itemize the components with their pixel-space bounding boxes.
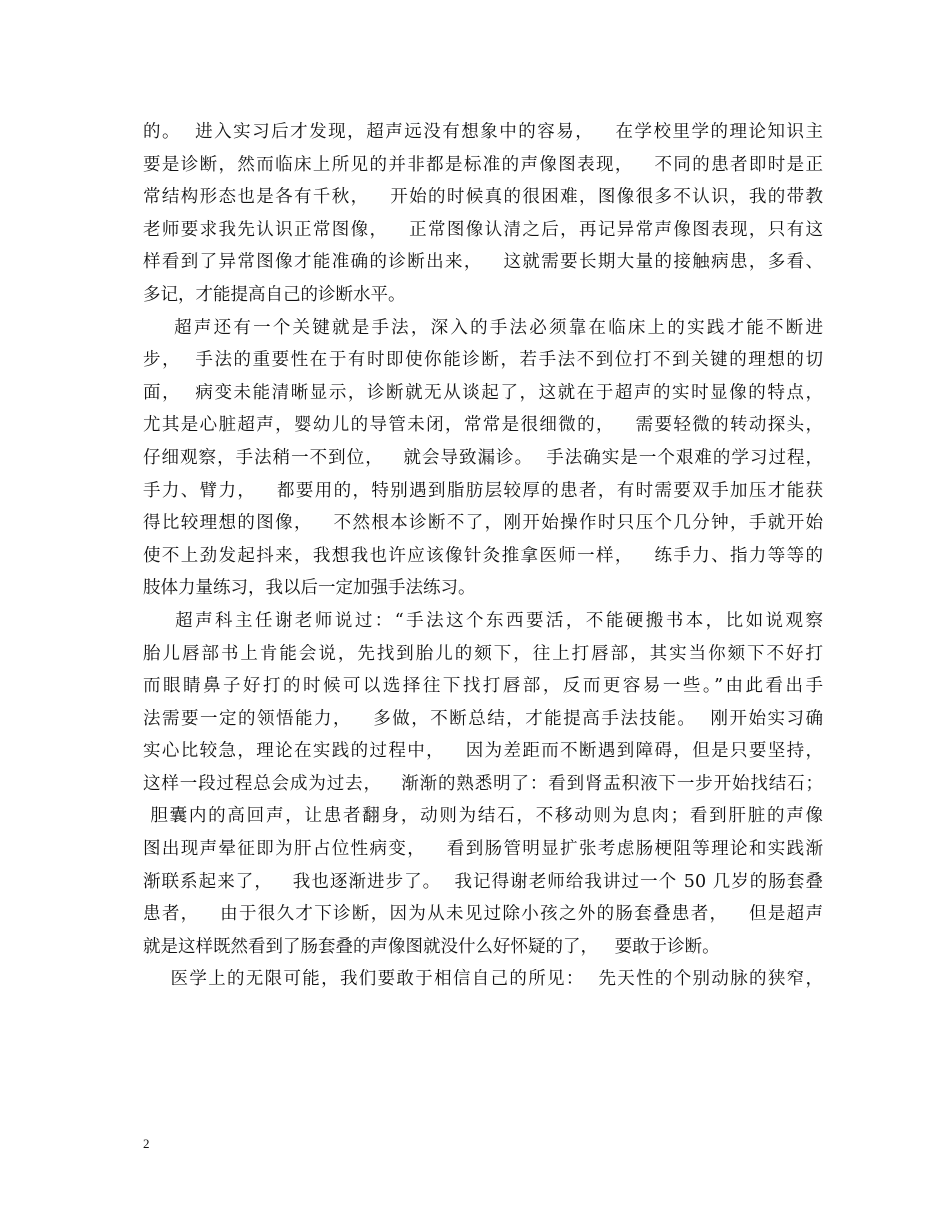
page-number: 2 xyxy=(143,1136,150,1151)
text-line: 实心比较急，理论在实践的过程中， 因为差距而不断遇到障碍，但是只要坚持， xyxy=(143,741,823,762)
text-line: 要是诊断，然而临床上所见的并非都是标准的声像图表现， 不同的患者即时是正 xyxy=(143,154,823,175)
text-line: 使不上劲发起抖来，我想我也许应该像针灸推拿医师一样， 练手力、指力等等的 xyxy=(143,545,823,566)
text-line: 渐联系起来了， 我也逐渐进步了。 我记得谢老师给我讲过一个 50 几岁的肠套叠 xyxy=(143,871,823,892)
text-line: 法需要一定的领悟能力， 多做，不断总结，才能提高手法技能。 刚开始实习确 xyxy=(143,708,823,729)
text-line: 仔细观察，手法稍一不到位， 就会导致漏诊。 手法确实是一个艰难的学习过程， xyxy=(143,447,823,468)
text-line: 步， 手法的重要性在于有时即使你能诊断，若手法不到位打不到关键的理想的切 xyxy=(143,350,823,371)
text-line: 超声还有一个关键就是手法，深入的手法必须靠在临床上的实践才能不断进 xyxy=(143,317,823,338)
text-line: 肢体力量练习，我以后一定加强手法练习。 xyxy=(143,578,476,599)
body-text xyxy=(143,116,823,996)
text-line: 患者， 由于很久才下诊断，因为从未见过除小孩之外的肠套叠患者， 但是超声 xyxy=(143,904,823,925)
text-line: 就是这样既然看到了肠套叠的声像图就没什么好怀疑的了， 要敢于诊断。 xyxy=(143,936,720,957)
text-line: 的。 进入实习后才发现，超声远没有想象中的容易， 在学校里学的理论知识主 xyxy=(143,122,823,142)
text-line: 得比较理想的图像， 不然根本诊断不了，刚开始操作时只压个几分钟，手就开始 xyxy=(143,513,823,534)
text-line: 样看到了异常图像才能准确的诊断出来， 这就需要长期大量的接触病患，多看、 xyxy=(143,252,823,273)
text-line: 超声科主任谢老师说过：“手法这个东西要活，不能硬搬书本，比如说观察 xyxy=(143,610,823,631)
text-line: 胎儿唇部书上肯能会说，先找到胎儿的颏下，往上打唇部，其实当你颏下不好打 xyxy=(143,643,823,664)
text-line: 老师要求我先认识正常图像， 正常图像认清之后，再记异常声像图表现，只有这 xyxy=(143,219,823,240)
text-line: 多记，才能提高自己的诊断水平。 xyxy=(143,284,406,305)
text-line: 图出现声晕征即为肝占位性病变， 看到肠管明显扩张考虑肠梗阻等理论和实践渐 xyxy=(143,839,823,860)
text-line: 这样一段过程总会成为过去， 渐渐的熟悉明了：看到肾盂积液下一步开始找结石； xyxy=(143,773,823,794)
text-line: 而眼睛鼻子好打的时候可以选择往下找打唇部，反而更容易一些。”由此看出手 xyxy=(143,676,823,697)
text-line: 手力、臂力， 都要用的，特别遇到脂肪层较厚的患者，有时需要双手加压才能获 xyxy=(143,480,823,501)
text-line: 医学上的无限可能，我们要敢于相信自己的所见： 先天性的个别动脉的狭窄， xyxy=(143,969,823,990)
text-line: 面， 病变未能清晰显示，诊断就无从谈起了，这就在于超声的实时显像的特点， xyxy=(143,382,823,403)
text-line: 常结构形态也是各有千秋， 开始的时候真的很困难，图像很多不认识，我的带教 xyxy=(143,187,823,208)
text-line: 胆囊内的高回声，让患者翻身，动则为结石，不移动则为息肉；看到肝脏的声像 xyxy=(143,806,823,827)
text-line: 尤其是心脏超声，婴幼儿的导管未闭，常常是很细微的， 需要轻微的转动探头， xyxy=(143,415,823,436)
